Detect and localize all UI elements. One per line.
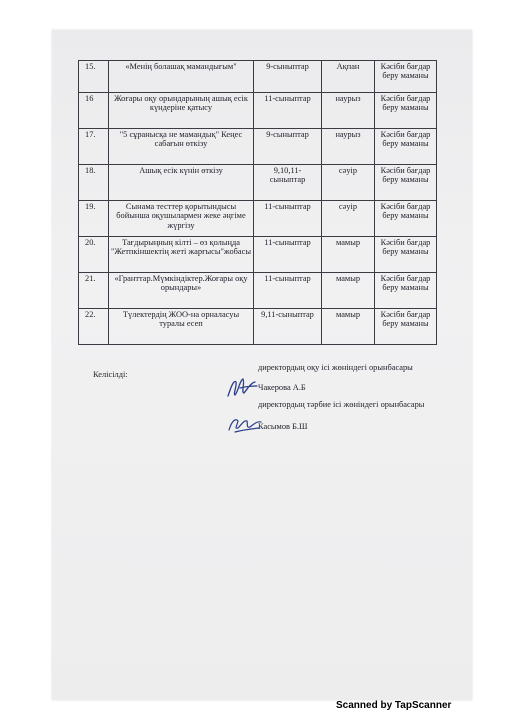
table-row xyxy=(79,309,437,345)
month-cell: сәуір xyxy=(322,165,375,201)
event-cell: «Гранттар.Мүмкіндіктер.Жоғары оқу орындары» xyxy=(109,273,254,309)
responsible-cell: Кәсіби бағдар беру маманы xyxy=(375,201,437,237)
responsible-cell: Кәсіби бағдар беру маманы xyxy=(375,309,437,345)
row-number: 15. xyxy=(79,61,109,93)
month-cell: мамыр xyxy=(322,273,375,309)
signature-2 xyxy=(226,412,266,436)
row-number: 19. xyxy=(79,201,109,237)
grade-cell: 9,10,11-сыныптар xyxy=(254,165,322,201)
row-number: 18. xyxy=(79,165,109,201)
table-row xyxy=(79,129,437,165)
grade-cell: 9-сыныптар xyxy=(254,61,322,93)
grade-cell: 11-сыныптар xyxy=(254,201,322,237)
scanner-watermark: Scanned by TapScanner xyxy=(336,700,452,711)
responsible-cell: Кәсіби бағдар беру маманы xyxy=(375,129,437,165)
month-cell: мамыр xyxy=(322,309,375,345)
signature-1 xyxy=(224,374,260,402)
table-row xyxy=(79,201,437,237)
responsible-cell: Кәсіби бағдар беру маманы xyxy=(375,93,437,129)
row-number: 17. xyxy=(79,129,109,165)
signatory-1-title: директордың оқу ісі жөніндегі орынбасары xyxy=(258,363,413,372)
event-cell: Жоғары оқу орындарының ашық есік күндеріне қатысу xyxy=(109,93,254,129)
event-cell: "5 сұранысқа не мамандық" Кеңес сабағын өткізу xyxy=(109,129,254,165)
month-cell: сәуір xyxy=(322,201,375,237)
table-row xyxy=(79,165,437,201)
responsible-cell: Кәсіби бағдар беру маманы xyxy=(375,273,437,309)
table-row xyxy=(79,61,437,93)
signatory-2-title: директордың тәрбие ісі жөніндегі орынбасары xyxy=(258,400,425,409)
event-cell: Ашық есік күнін өткізу xyxy=(109,165,254,201)
responsible-cell: Кәсіби бағдар беру маманы xyxy=(375,165,437,201)
grade-cell: 11-сыныптар xyxy=(254,93,322,129)
event-cell: Сынама тесттер қорытындысы бойынша оқушылармен жеке әңгіме жүргізу xyxy=(109,201,254,237)
signatory-1-name: Чакерова А.Б xyxy=(258,383,306,392)
grade-cell: 11-сыныптар xyxy=(254,273,322,309)
month-cell: наурыз xyxy=(322,93,375,129)
agreed-label: Келісілді: xyxy=(93,370,128,379)
event-cell: Түлектердің ЖОО-на орналасуы туралы есеп xyxy=(109,309,254,345)
table-row xyxy=(79,237,437,273)
row-number: 22. xyxy=(79,309,109,345)
grade-cell: 9,11-сыныптар xyxy=(254,309,322,345)
event-cell: «Менің болашақ мамандығым" xyxy=(109,61,254,93)
table-row xyxy=(79,273,437,309)
grade-cell: 11-сыныптар xyxy=(254,237,322,273)
responsible-cell: Кәсіби бағдар беру маманы xyxy=(375,61,437,93)
row-number: 21. xyxy=(79,273,109,309)
month-cell: наурыз xyxy=(322,129,375,165)
grade-cell: 9-сыныптар xyxy=(254,129,322,165)
event-cell: Тағдырыңның кілті – өз қолыңда "Жетпкіншектің жеті жарғысы"жобасы xyxy=(109,237,254,273)
signatory-2-name: Касымов Б.Ш xyxy=(258,422,308,431)
table-row xyxy=(79,93,437,129)
row-number: 16 xyxy=(79,93,109,129)
row-number: 20. xyxy=(79,237,109,273)
month-cell: Ақпан xyxy=(322,61,375,93)
month-cell: мамыр xyxy=(322,237,375,273)
responsible-cell: Кәсіби бағдар беру маманы xyxy=(375,237,437,273)
career-guidance-table xyxy=(78,60,437,345)
